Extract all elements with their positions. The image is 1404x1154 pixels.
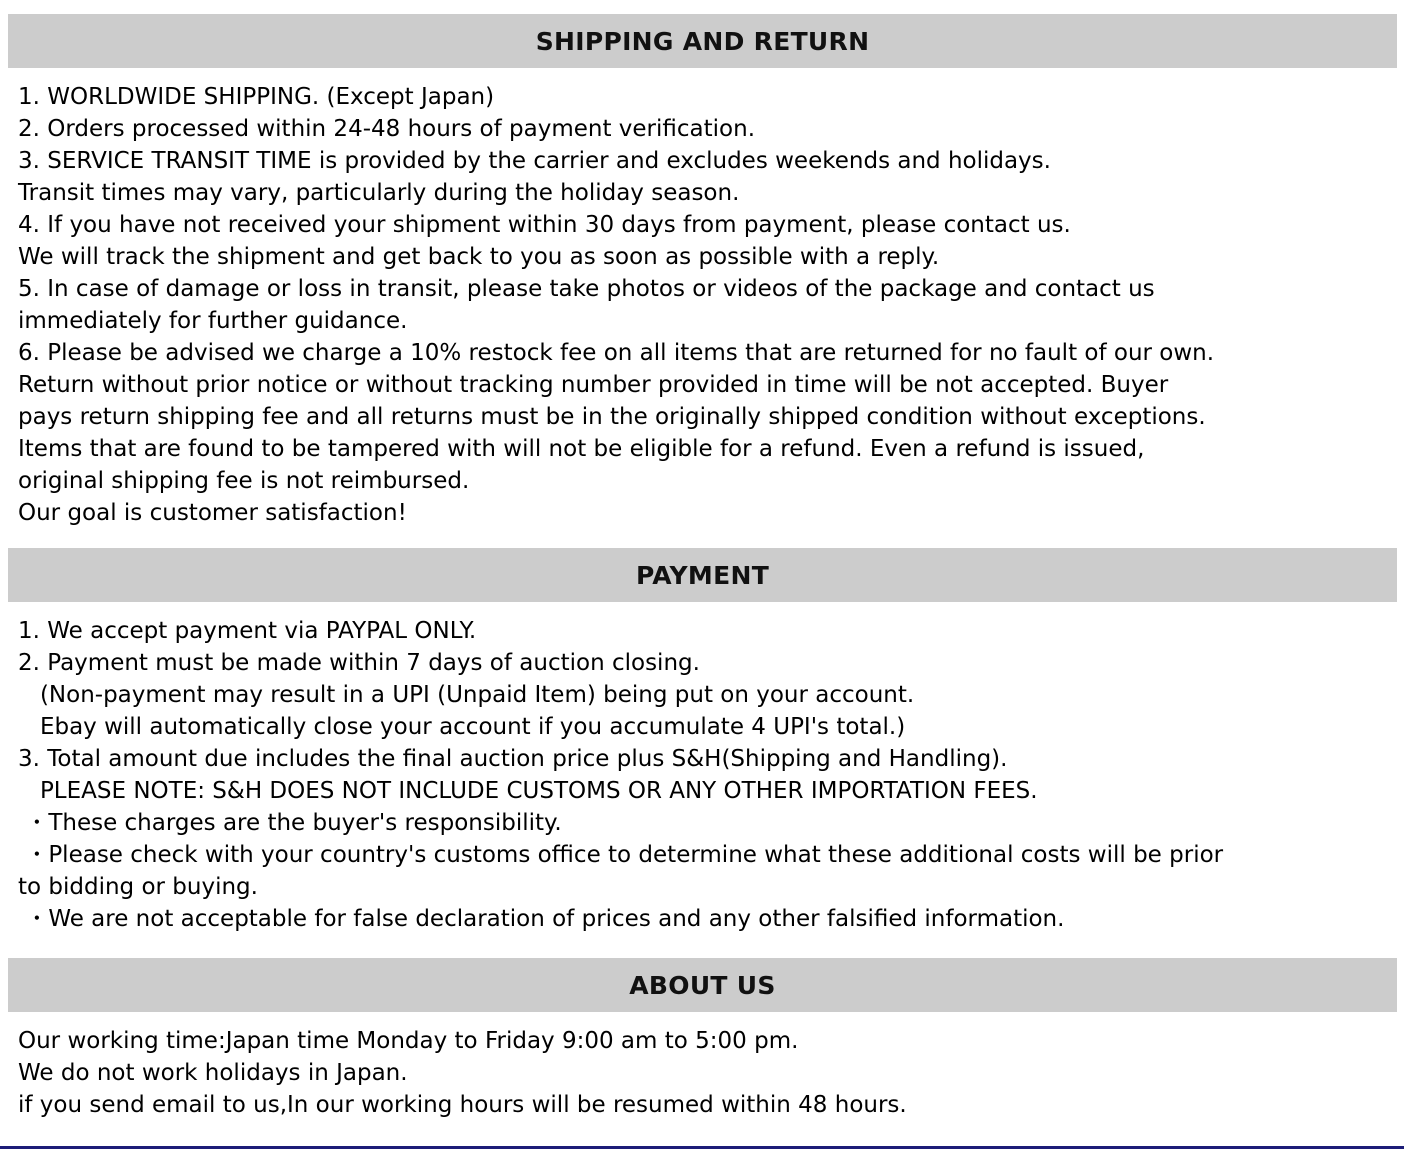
about-us-text: [8, 1012, 1397, 1121]
text-line: 2. Orders processed within 24-48 hours of payment verification.: [18, 116, 755, 142]
payment-text: [8, 602, 1397, 958]
text-line: ・We are not acceptable for false declaration of prices and any other falsified information.: [18, 906, 1065, 932]
section-header-payment: [8, 548, 1397, 602]
section-header-shipping-and-return: [8, 14, 1397, 68]
text-line: immediately for further guidance.: [18, 308, 408, 334]
section-title: ABOUT US: [629, 970, 776, 1000]
bottom-divider: [0, 1146, 1404, 1149]
text-line: 1. We accept payment via PAYPAL ONLY.: [18, 618, 477, 644]
text-line: Return without prior notice or without tracking number provided in time will be not accepted. Buyer: [18, 372, 1169, 398]
text-line: 3. SERVICE TRANSIT TIME is provided by the carrier and excludes weekends and holidays.: [18, 148, 1051, 174]
shipping-and-return-text: [8, 68, 1397, 548]
section-about-us: [8, 958, 1397, 1121]
text-line: We will track the shipment and get back to you as soon as possible with a reply.: [18, 244, 940, 270]
text-line: Transit times may vary, particularly during the holiday season.: [18, 180, 740, 206]
text-line: 1. WORLDWIDE SHIPPING. (Except Japan): [18, 84, 495, 110]
section-payment: [8, 548, 1397, 958]
text-line: PLEASE NOTE: S&H DOES NOT INCLUDE CUSTOMS OR ANY OTHER IMPORTATION FEES.: [18, 778, 1038, 804]
text-line: Our goal is customer satisfaction!: [18, 500, 407, 526]
text-line: to bidding or buying.: [18, 874, 258, 900]
section-title: SHIPPING AND RETURN: [535, 26, 870, 56]
text-line: 5. In case of damage or loss in transit, please take photos or videos of the package and contact us: [18, 276, 1155, 302]
text-line: We do not work holidays in Japan.: [18, 1060, 408, 1086]
text-line: ・These charges are the buyer's responsibility.: [18, 810, 562, 836]
text-line: original shipping fee is not reimbursed.: [18, 468, 470, 494]
text-line: if you send email to us,In our working hours will be resumed within 48 hours.: [18, 1092, 907, 1118]
text-line: 2. Payment must be made within 7 days of auction closing.: [18, 650, 700, 676]
text-line: 3. Total amount due includes the final auction price plus S&H(Shipping and Handling).: [18, 746, 1008, 772]
text-line: Ebay will automatically close your account if you accumulate 4 UPI's total.): [18, 714, 906, 740]
section-header-about-us: [8, 958, 1397, 1012]
text-line: Our working time:Japan time Monday to Friday 9:00 am to 5:00 pm.: [18, 1028, 799, 1054]
text-line: 4. If you have not received your shipment within 30 days from payment, please contact us.: [18, 212, 1071, 238]
section-shipping-and-return: [8, 14, 1397, 548]
text-line: (Non-payment may result in a UPI (Unpaid Item) being put on your account.: [18, 682, 915, 708]
text-line: ・Please check with your country's customs office to determine what these additional costs will be prior: [18, 842, 1224, 868]
text-line: 6. Please be advised we charge a 10% restock fee on all items that are returned for no fault of our own.: [18, 340, 1215, 366]
text-line: Items that are found to be tampered with will not be eligible for a refund. Even a refund is issued,: [18, 436, 1145, 462]
text-line: pays return shipping fee and all returns must be in the originally shipped condition without exceptions.: [18, 404, 1206, 430]
section-title: PAYMENT: [635, 560, 770, 590]
